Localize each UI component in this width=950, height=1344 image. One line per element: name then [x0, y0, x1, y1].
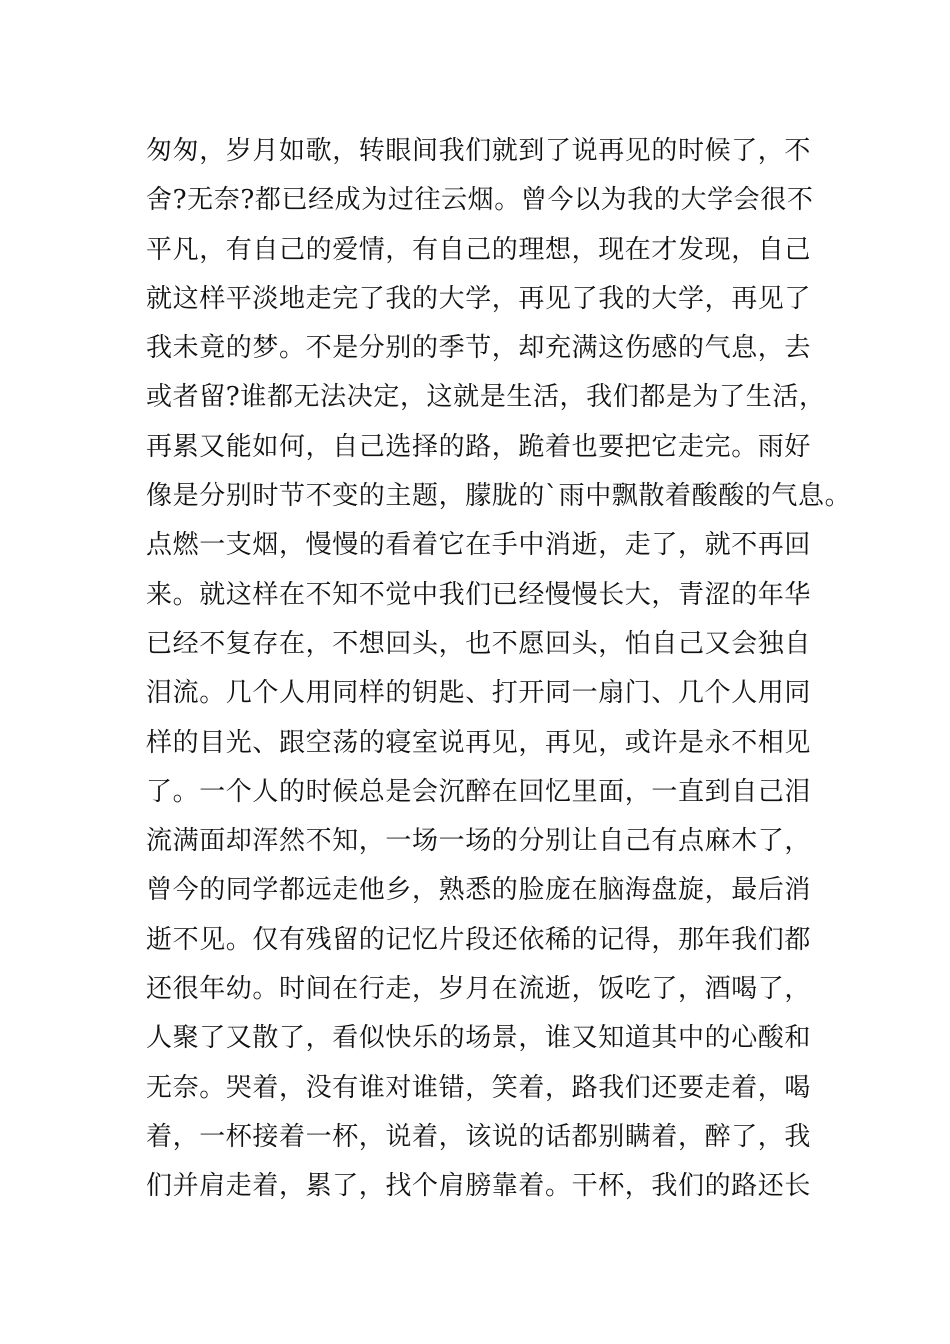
text-line: 或者留?谁都无法决定，这就是生活，我们都是为了生活，	[146, 382, 826, 413]
text-line: 匆匆，岁月如歌，转眼间我们就到了说再见的时候了，不	[146, 136, 812, 166]
text-line: 点燃一支烟，慢慢的看着它在手中消逝，走了，就不再回	[146, 530, 812, 561]
body-text	[146, 127, 866, 1212]
text-line: 样的目光、跟空荡的寝室说再见，再见，或许是永不相见	[146, 727, 812, 758]
text-line: 人聚了又散了，看似快乐的场景，谁又知道其中的心酸和	[146, 1023, 812, 1054]
text-line: 我未竟的梦。不是分别的季节，却充满这伤感的气息，去	[146, 333, 812, 364]
text-line: 舍?无奈?都已经成为过往云烟。曾今以为我的大学会很不	[146, 185, 814, 216]
text-line: 无奈。哭着，没有谁对谁错，笑着，路我们还要走着，喝	[146, 1072, 812, 1103]
text-line: 逝不见。仅有残留的记忆片段还依稀的记得，那年我们都	[146, 924, 812, 955]
text-line: 泪流。几个人用同样的钥匙、打开同一扇门、几个人用同	[146, 678, 812, 709]
text-line: 了。一个人的时候总是会沉醉在回忆里面，一直到自己泪	[146, 776, 812, 807]
text-line: 来。就这样在不知不觉中我们已经慢慢长大，青涩的年华	[146, 579, 812, 610]
text-line: 像是分别时节不变的主题，朦胧的`雨中飘散着酸酸的气息。	[146, 481, 852, 512]
text-line: 着，一杯接着一杯，说着，该说的话都别瞒着，醉了，我	[146, 1121, 812, 1152]
text-line: 已经不复存在，不想回头，也不愿回头，怕自己又会独自	[146, 628, 812, 659]
text-line: 再累又能如何，自己选择的路，跪着也要把它走完。雨好	[146, 431, 812, 462]
text-line: 就这样平淡地走完了我的大学，再见了我的大学，再见了	[146, 283, 812, 314]
text-line: 还很年幼。时间在行走，岁月在流逝，饭吃了，酒喝了，	[146, 974, 812, 1005]
text-line: 流满面却浑然不知，一场一场的分别让自己有点麻木了，	[146, 826, 812, 857]
text-line: 们并肩走着，累了，找个肩膀靠着。干杯，我们的路还长	[146, 1171, 812, 1202]
text-line: 曾今的同学都远走他乡，熟悉的脸庞在脑海盘旋，最后消	[146, 875, 812, 906]
text-line: 平凡，有自己的爱情，有自己的理想，现在才发现，自己	[146, 234, 812, 265]
